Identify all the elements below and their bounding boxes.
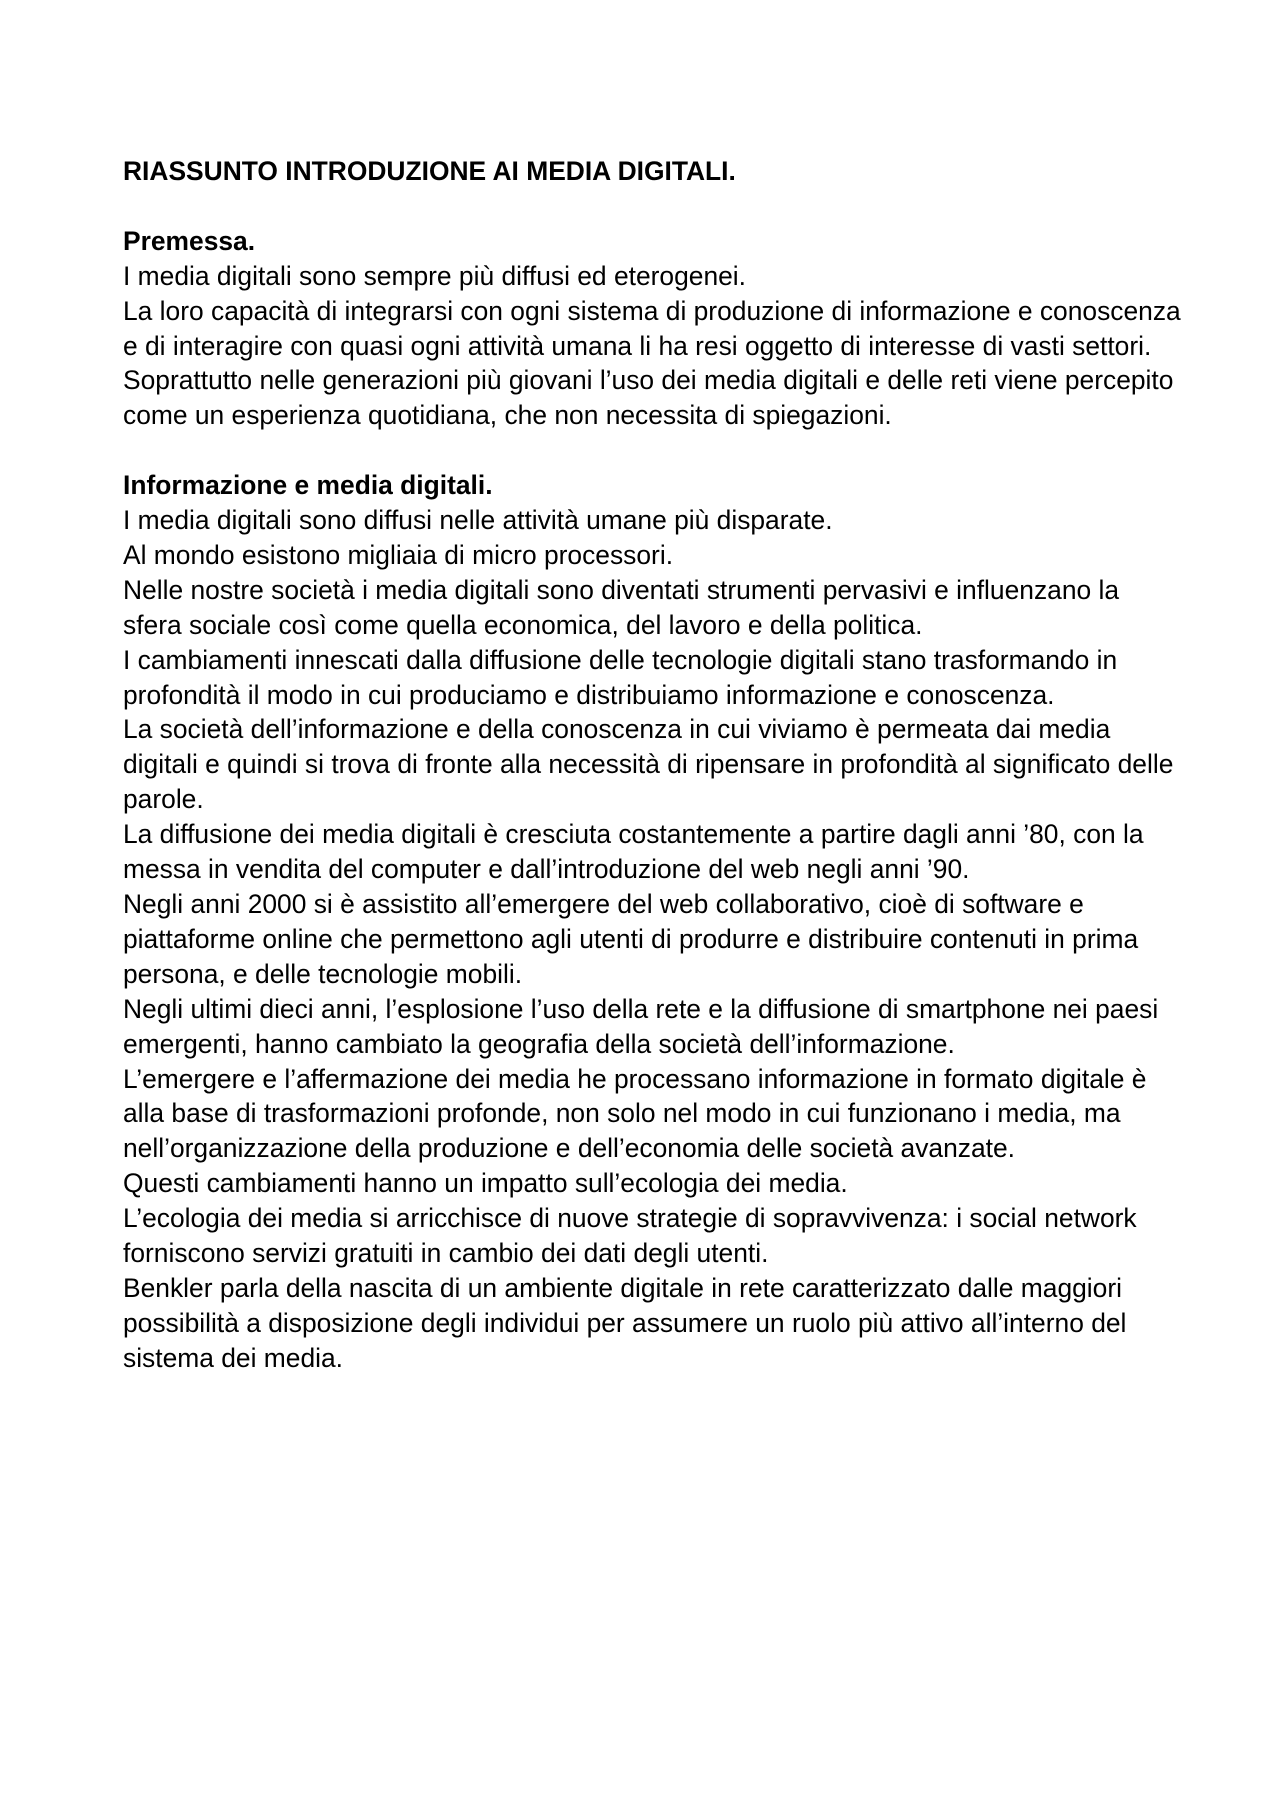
paragraph: Al mondo esistono migliaia di micro processori.	[123, 539, 674, 570]
document-body	[123, 154, 1183, 1376]
paragraph: I media digitali sono diffusi nelle attività umane più disparate.	[123, 505, 833, 536]
paragraph: Negli anni 2000 si è assistito all’emergere del web collaborativo, cioè di software e piattaforme online che permettono agli utenti di produrre e distribuire contenuti in prima persona, e delle tecnologie mobili.	[123, 889, 1139, 989]
spacer	[123, 433, 1183, 468]
paragraph: Nelle nostre società i media digitali sono diventati strumenti pervasivi e influenzano la sfera sociale così come quella economica, del lavoro e della politica.	[123, 574, 1120, 640]
section-heading-informazione: Informazione e media digitali.	[123, 470, 493, 501]
section-heading-premessa: Premessa.	[123, 225, 256, 256]
paragraph: Benkler parla della nascita di un ambiente digitale in rete caratterizzato dalle maggiori possibilità a disposizione degli individui per assumere un ruolo più attivo all’interno del sistema dei media.	[123, 1272, 1127, 1373]
paragraph: Negli ultimi dieci anni, l’esplosione l’uso della rete e la diffusione di smartphone nei paesi emergenti, hanno cambiato la geografia della società dell’informazione.	[123, 993, 1159, 1059]
paragraph: L’ecologia dei media si arricchisce di nuove strategie di sopravvivenza: i social network forniscono servizi gratuiti in cambio dei dati degli utenti.	[123, 1203, 1137, 1269]
paragraph: I media digitali sono sempre più diffusi ed eterogenei.	[123, 260, 747, 291]
document-title: RIASSUNTO INTRODUZIONE AI MEDIA DIGITALI.	[123, 156, 736, 186]
paragraph: L’emergere e l’affermazione dei media he processano informazione in formato digitale è alla base di trasformazioni profonde, non solo nel modo in cui funzionano i media, ma nell’organizzazione della produzione e dell’economia delle società avanzate.	[123, 1063, 1147, 1164]
paragraph: Questi cambiamenti hanno un impatto sull’ecologia dei media.	[123, 1168, 848, 1199]
spacer	[123, 189, 1183, 224]
paragraph: La società dell’informazione e della conoscenza in cui viviamo è permeata dai media digitali e quindi si trova di fronte alla necessità di ripensare in profondità al significato delle parole.	[123, 714, 1174, 815]
paragraph: La loro capacità di integrarsi con ogni sistema di produzione di informazione e conoscenza e di interagire con quasi ogni attività umana li ha resi oggetto di interesse di vasti settori.	[123, 295, 1181, 361]
paragraph: La diffusione dei media digitali è cresciuta costantemente a partire dagli anni ’80, con la messa in vendita del computer e dall’introduzione del web negli anni ’90.	[123, 819, 1144, 885]
paragraph: I cambiamenti innescati dalla diffusione delle tecnologie digitali stano trasformando in profondità il modo in cui produciamo e distribuiamo informazione e conoscenza.	[123, 644, 1118, 710]
paragraph: Soprattutto nelle generazioni più giovani l’uso dei media digitali e delle reti viene percepito come un esperienza quotidiana, che non necessita di spiegazioni.	[123, 365, 1174, 431]
